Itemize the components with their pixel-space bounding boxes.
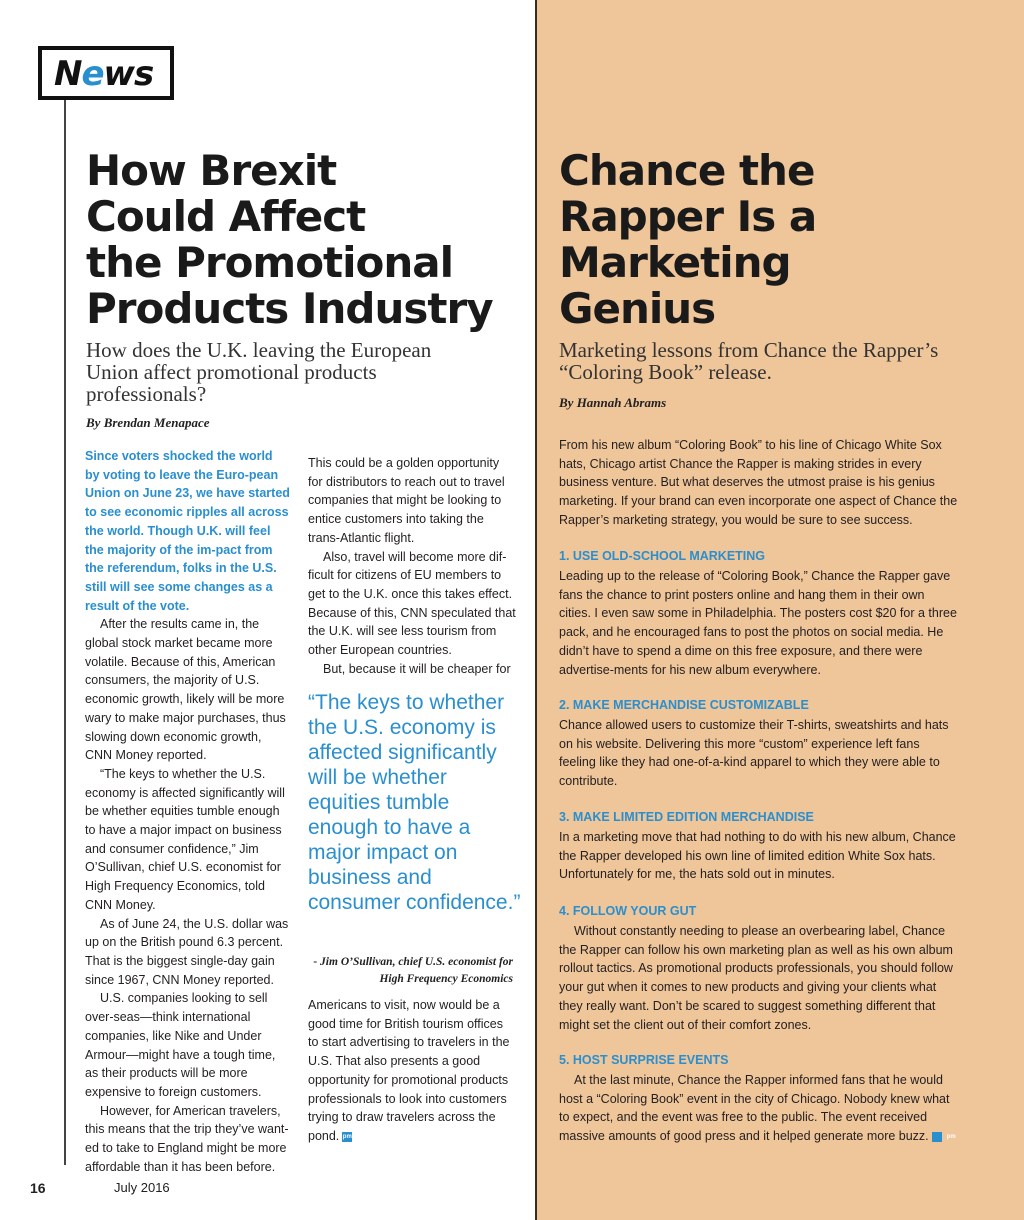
section-rule (64, 100, 66, 1165)
page-number: 16 (30, 1180, 46, 1196)
section-body: In a marketing move that had nothing to do with his new album, Chance the Rapper developed his own line of limited edition White Sox hats. Unfortunately for me, the hats sold out in minutes. (559, 830, 956, 882)
section-body: At the last minute, Chance the Rapper informed fans that he would host a “Coloring Book” event in the city of Chicago. Nobody knew what to expect, and the event was free to the public. The event received massive amounts of good press and it helped generate more buzz. pm (559, 1073, 956, 1144)
end-mark-icon: pm (932, 1132, 942, 1142)
body-paragraph: But, because it will be cheaper for (323, 661, 511, 676)
pull-quote: “The keys to whether the U.S. economy is affected significantly will be whether equities tumble enough to have a major impact on business and consumer confidence.” (308, 691, 521, 914)
section-heading: 1. USE OLD-SCHOOL MARKETING (559, 549, 766, 563)
left-article-column-1 (85, 447, 290, 1176)
column-divider (535, 0, 537, 1220)
section-heading: 3. MAKE LIMITED EDITION MERCHANDISE (559, 810, 814, 824)
left-article-dek: How does the U.K. leaving the European Union affect promotional products professionals? (86, 338, 432, 406)
left-article-column-2-bottom (308, 996, 516, 1146)
section-label: News (54, 54, 154, 94)
body-paragraph: Americans to visit, now would be a good time for British tourism offices to start advertising to travelers in the U.S. That also presents a good opportunity for promotional products professionals to look into customers trying to draw travelers across the pond. pm (308, 998, 510, 1143)
issue-date: July 2016 (114, 1180, 170, 1195)
section-label-box (38, 46, 174, 100)
body-paragraph: After the results came in, the global stock market became more volatile. Because of this, American consumers, the majority of U.S. economic growth, likely will be more wary to make major purchases, thus slowing down economic growth, CNN Money reported. (85, 617, 286, 763)
body-paragraph: Also, travel will become more dif-ficult for citizens of EU members to get to the U.K. once this takes effect. Because of this, CNN speculated that the U.K. will see less tourism from other European countries. (308, 549, 516, 658)
lede-paragraph: Since voters shocked the world by voting to leave the Euro-pean Union on June 23, we have started to see economic ripples all across the world. Though U.K. will feel the majority of the im-pact from the referendum, folks in the U.S. still will see some changes as a result of the vote. (85, 449, 290, 613)
body-paragraph: As of June 24, the U.S. dollar was up on the British pound 6.3 percent. That is the biggest single-day gain since 1967, CNN Money reported. (85, 916, 289, 987)
section-body: Leading up to the release of “Coloring Book,” Chance the Rapper gave fans the chance to print posters online and hang them in their own cities. I even saw some in Philadelphia. The posters cost $20 for a three pack, and he encouraged fans to post the photos on social media. He didn’t have to spend a dime on this free exposure, and there were advertise-ments for his new album everywhere. (559, 569, 957, 677)
right-article-dek: Marketing lessons from Chance the Rapper’s “Coloring Book” release. (559, 338, 939, 384)
right-article-byline: By Hannah Abrams (559, 395, 667, 410)
section-heading: 4. FOLLOW YOUR GUT (559, 904, 697, 918)
right-article-title: Chance the Rapper Is a Marketing Genius (559, 146, 817, 333)
end-mark-icon: pm (342, 1133, 352, 1140)
right-article-intro: From his new album “Coloring Book” to his line of Chicago White Sox hats, Chicago artist Chance the Rapper is making strides in every business venture. But what deserves the utmost praise is his genius marketing. If your brand can even incorporate one aspect of Chance the Rapper’s marketing strategy, you would be sure to see success. (559, 438, 958, 527)
section-body: Chance allowed users to customize their T-shirts, sweatshirts and hats on his website. Delivering this more “custom” experience left fans feeling like they had one-of-a-kind apparel to which they were able to contribute. (559, 718, 949, 789)
body-paragraph: “The keys to whether the U.S. economy is affected significantly will be whether equities tumble enough to have a major impact on business and consumer confidence,” Jim O’Sullivan, chief U.S. economist for High Frequency Economics, told CNN Money. (85, 766, 285, 912)
left-article-title: How Brexit Could Affect the Promotional Products Industry (86, 146, 493, 333)
left-article-column-2-top (308, 454, 516, 678)
section-body: Without constantly needing to please an overbearing label, Chance the Rapper can follow his own marketing plan as well as his own album rollout tactics. As promotional products professionals, you should follow your gut when it comes to new products and giving your clients what they really want. Don’t be scared to suggest something different that might set the client out of their comfort zones. (559, 924, 953, 1032)
body-paragraph: U.S. companies looking to sell over-seas—think international companies, like Nike and Under Armour—might have a tough time, as their products will be more expensive to foreign customers. (85, 991, 276, 1099)
section-heading: 2. MAKE MERCHANDISE CUSTOMIZABLE (559, 698, 809, 712)
body-paragraph: However, for American travelers, this means that the trip they’ve want-ed to take to England might be more affordable than it has been before. (85, 1103, 289, 1174)
left-article-byline: By Brendan Menapace (86, 415, 210, 430)
body-paragraph: This could be a golden opportunity for distributors to reach out to travel companies that might be looking to entice customers into taking the trans-Atlantic flight. (308, 456, 505, 545)
pull-quote-attribution: - Jim O’Sullivan, chief U.S. economist for High Frequency Economics (313, 956, 513, 985)
section-heading: 5. HOST SURPRISE EVENTS (559, 1053, 729, 1067)
